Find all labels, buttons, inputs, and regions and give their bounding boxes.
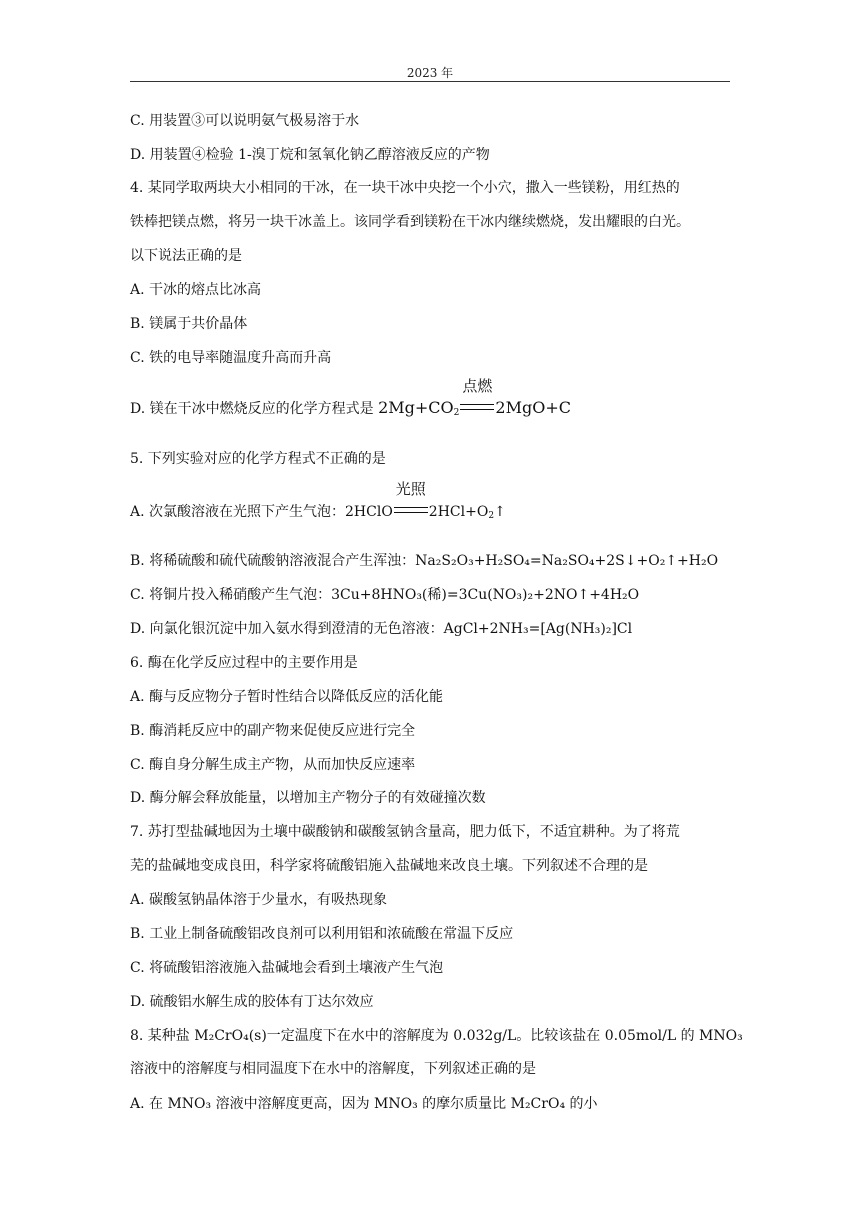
q4-option-a: A. 干冰的熔点比冰高 [130, 282, 262, 298]
q6-option-a: A. 酶与反应物分子暂时性结合以降低反应的活化能 [130, 689, 444, 705]
q4-eq-left: 2Mg+CO [378, 398, 454, 417]
q5-eq-gas-arrow: ↑ [494, 504, 506, 520]
q7-stem-line-1: 7. 苏打型盐碱地因为土壤中碳酸钠和碳酸氢钠含量高，肥力低下，不适宜耕种。为了将荒 [130, 824, 680, 840]
q4-eq-right: 2MgO+C [495, 398, 571, 417]
q8-stem-line-1: 8. 某种盐 M₂CrO₄(s)一定温度下在水中的溶解度为 0.032g/L。比较该盐在 0.05mol/L 的 MNO₃ [130, 1028, 743, 1044]
q6-option-c: C. 酶自身分解生成主产物，从而加快反应速率 [130, 757, 416, 773]
q6-option-b: B. 酶消耗反应中的副产物来促使反应进行完全 [130, 723, 416, 739]
q5-option-c: C. 将铜片投入稀硝酸产生气泡：3Cu+8HNO₃(稀)=3Cu(NO₃)₂+2NO↑+4H₂O [130, 587, 640, 603]
q6-option-d: D. 酶分解会释放能量，以增加主产物分子的有效碰撞次数 [130, 790, 486, 806]
q4-stem-line-3: 以下说法正确的是 [130, 248, 242, 264]
q5-option-b: B. 将稀硫酸和硫代硫酸钠溶液混合产生浑浊：Na₂S₂O₃+H₂SO₄=Na₂SO₄+2S↓+O₂↑+H₂O [130, 553, 719, 569]
q4-option-c: C. 铁的电导率随温度升高而升高 [130, 350, 332, 366]
q7-option-b: B. 工业上制备硫酸铝改良剂可以利用铝和浓硫酸在常温下反应 [130, 926, 514, 942]
q4-stem-line-1: 4. 某同学取两块大小相同的干冰，在一块干冰中央挖一个小穴，撒入一些镁粉，用红热的 [130, 180, 680, 196]
q8-option-a: A. 在 MNO₃ 溶液中溶解度更高，因为 MNO₃ 的摩尔质量比 M₂CrO₄ 的小 [130, 1096, 598, 1112]
page-header: 2023 年 [406, 66, 454, 80]
q7-option-c: C. 将硫酸铝溶液施入盐碱地会看到土壤液产生气泡 [130, 960, 444, 976]
q4-eq-left-sub: 2 [453, 408, 460, 418]
q5-eq-condition: 光照 [395, 480, 426, 498]
q6-stem: 6. 酶在化学反应过程中的主要作用是 [130, 655, 358, 671]
q5-eq-arrow [393, 480, 429, 521]
q8-stem-line-2: 溶液中的溶解度与相同温度下在水中的溶解度，下列叙述正确的是 [130, 1061, 536, 1077]
q4-option-d-prefix: D. 镁在干冰中燃烧反应的化学方程式是 [130, 401, 379, 417]
q4-eq-condition: 点燃 [462, 377, 493, 395]
q3-option-c: C. 用装置③可以说明氨气极易溶于水 [130, 113, 360, 129]
q7-stem-line-2: 芜的盐碱地变成良田，科学家将硫酸铝施入盐碱地来改良土壤。下列叙述不合理的是 [130, 858, 648, 874]
q5-eq-right-sub: 2 [488, 511, 495, 521]
q4-stem-line-2: 铁棒把镁点燃，将另一块干冰盖上。该同学看到镁粉在干冰内继续燃烧，发出耀眼的白光。 [130, 214, 690, 230]
q7-option-d: D. 硫酸铝水解生成的胶体有丁达尔效应 [130, 994, 374, 1010]
q4-option-b: B. 镁属于共价晶体 [130, 316, 248, 332]
q3-option-d: D. 用装置④检验 1-溴丁烷和氢氧化钠乙醇溶液反应的产物 [130, 147, 490, 163]
q5-option-d: D. 向氯化银沉淀中加入氨水得到澄清的无色溶液：AgCl+2NH₃=[Ag(NH₃)₂]Cl [130, 621, 633, 637]
q4-eq-arrow [459, 377, 495, 418]
q5-eq-right: 2HCl+O [428, 504, 489, 520]
q5-stem: 5. 下列实验对应的化学方程式不正确的是 [130, 451, 386, 467]
q7-option-a: A. 碳酸氢钠晶体溶于少量水，有吸热现象 [130, 892, 388, 908]
header-rule [130, 81, 730, 82]
q5-option-a-prefix: A. 次氯酸溶液在光照下产生气泡：2HClO [130, 504, 393, 520]
q4-option-d [130, 377, 734, 419]
q5-option-a [130, 480, 734, 522]
